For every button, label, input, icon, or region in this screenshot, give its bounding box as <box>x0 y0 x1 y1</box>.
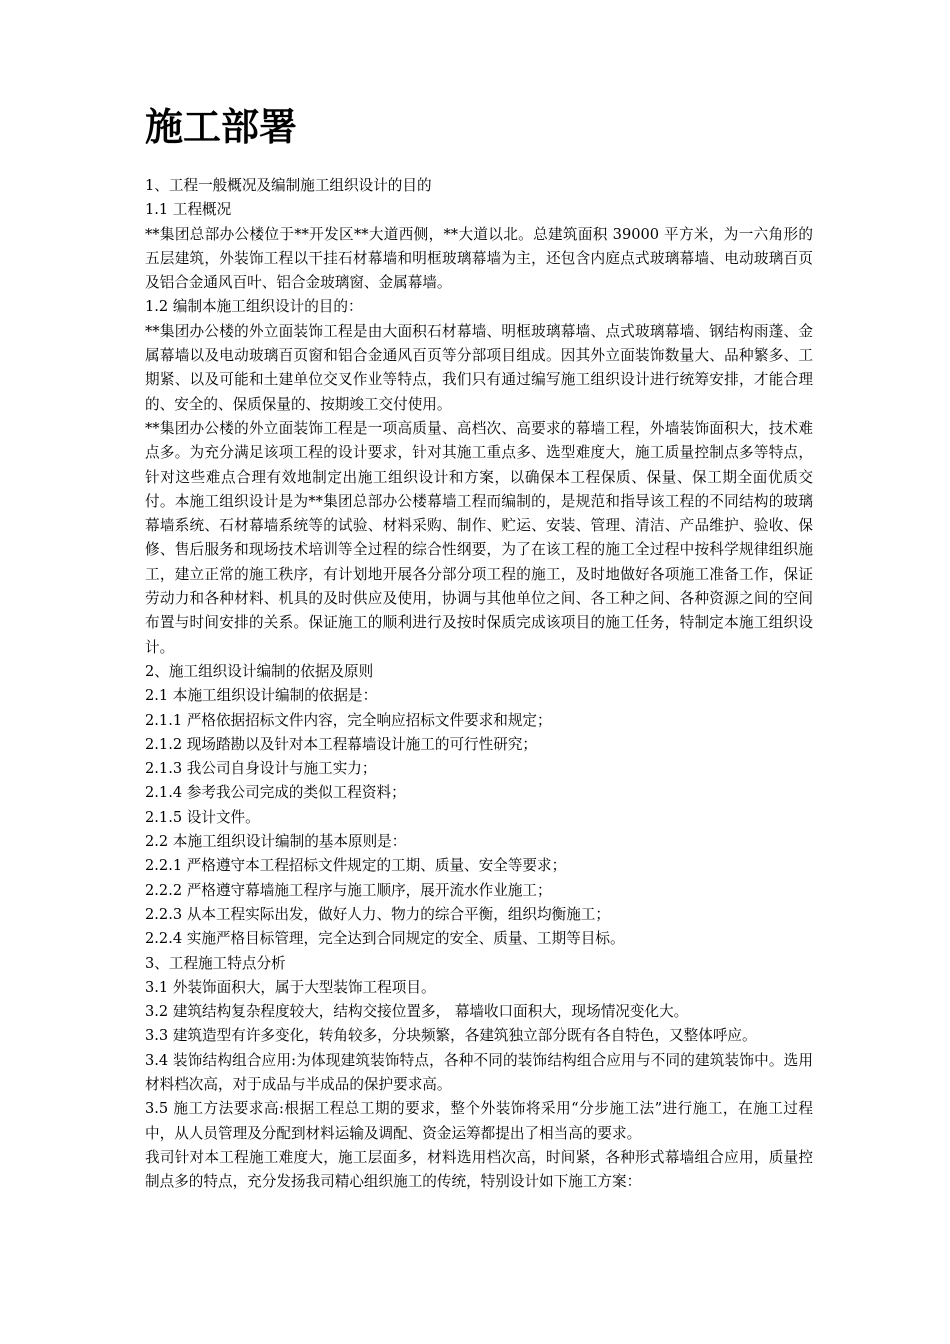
paragraph: 3.3 建筑造型有许多变化，转角较多，分块频繁，各建筑独立部分既有各自特色，又整体呼应。 <box>145 1027 757 1045</box>
paragraph: 2.1.5 设计文件。 <box>145 808 260 826</box>
paragraph: 3、工程施工特点分析 <box>145 954 286 972</box>
paragraph: 2.2.3 从本工程实际出发，做好人力、物力的综合平衡，组织均衡施工； <box>145 905 610 923</box>
paragraph: 2.2.1 严格遵守本工程招标文件规定的工期、质量、安全等要求； <box>145 857 567 875</box>
document-body <box>145 174 813 1194</box>
paragraph: 3.4 装饰结构组合应用:为体现建筑装饰特点，各种不同的装饰结构组合应用与不同的建筑装饰中。选用材料档次高，对于成品与半成品的保护要求高。 <box>145 1051 813 1093</box>
paragraph: 3.1 外装饰面积大，属于大型装饰工程项目。 <box>145 978 436 996</box>
paragraph: 2.2.4 实施严格目标管理，完全达到合同规定的安全、质量、工期等目标。 <box>145 930 625 948</box>
paragraph: 1.1 工程概况 <box>145 201 232 219</box>
paragraph: 1、工程一般概况及编制施工组织设计的目的 <box>145 177 432 194</box>
paragraph: 2.1.4 参考我公司完成的类似工程资料； <box>145 784 406 802</box>
paragraph: 2.1.2 现场踏勘以及针对本工程幕墙设计施工的可行性研究； <box>145 735 538 753</box>
paragraph: 2.1 本施工组织设计编制的依据是： <box>145 687 378 705</box>
paragraph: **集团办公楼的外立面装饰工程是一项高质量、高档次、高要求的幕墙工程，外墙装饰面积大，技术难点多。为充分满足该项工程的设计要求，针对其施工重点多、选型难度大，施工质量控制点多等特点，针对这些难点合理有效地制定出施工组织设计和方案，以确保本工程保质、保量、保工期全面优质交付。本施工组织设计是为**集团总部办公楼幕墙工程而编制的，是规范和指导该工程的不同结构的玻璃幕墙系统、石材幕墙系统等的试验、材料采购、制作、贮运、安装、管理、清洁、产品维护、验收、保修、售后服务和现场技术培训等全过程的综合性纲要，为了在该工程的施工全过程中按科学规律组织施工，建立正常的施工秩序，有计划地开展各分部分项工程的施工，及时地做好各项施工准备工作，保证劳动力和各种材料、机具的及时供应及使用，协调与其他单位之间、各工种之间、各种资源之间的空间布置与时间安排的关系。保证施工的顺利进行及按时保质完成该项目的施工任务，特制定本施工组织设计。 <box>145 419 813 656</box>
paragraph: 2.2.2 严格遵守幕墙施工程序与施工顺序，展开流水作业施工； <box>145 881 552 899</box>
paragraph: **集团总部办公楼位于**开发区**大道西侧，**大道以北。总建筑面积 39000 平方米，为一六角形的五层建筑，外装饰工程以干挂石材幕墙和明框玻璃幕墙为主，还包含内庭点式玻璃幕墙、电动玻璃百页及铝合金通风百叶、铝合金玻璃窗、金属幕墙。 <box>145 225 813 292</box>
paragraph: 2、施工组织设计编制的依据及原则 <box>145 662 374 680</box>
document-title: 施工部署 <box>145 104 298 149</box>
paragraph: **集团办公楼的外立面装饰工程是由大面积石材幕墙、明框玻璃幕墙、点式玻璃幕墙、钢结构雨蓬、金属幕墙以及电动玻璃百页窗和铝合金通风百页等分部项目组成。因其外立面装饰数量大、品种繁多、工期紧、以及可能和土建单位交叉作业等特点，我们只有通过编写施工组织设计进行统筹安排，才能合理的、安全的、保质保量的、按期竣工交付使用。 <box>145 322 813 413</box>
paragraph: 2.2 本施工组织设计编制的基本原则是： <box>145 833 407 851</box>
paragraph: 3.2 建筑结构复杂程度较大，结构交接位置多， 幕墙收口面积大，现场情况变化大。 <box>145 1003 689 1021</box>
paragraph: 2.1.3 我公司自身设计与施工实力； <box>145 760 377 778</box>
paragraph: 1.2 编制本施工组织设计的目的： <box>145 298 363 316</box>
paragraph: 2.1.1 严格依据招标文件内容，完全响应招标文件要求和规定； <box>145 711 552 729</box>
paragraph: 3.5 施工方法要求高:根据工程总工期的要求，整个外装饰将采用“分步施工法”进行施工，在施工过程中，从人员管理及分配到材料运输及调配、资金运筹都提出了相当高的要求。 <box>145 1100 813 1142</box>
paragraph: 我司针对本工程施工难度大，施工层面多，材料选用档次高，时间紧，各种形式幕墙组合应用，质量控制点多的特点，充分发扬我司精心组织施工的传统，特别设计如下施工方案： <box>145 1148 813 1191</box>
